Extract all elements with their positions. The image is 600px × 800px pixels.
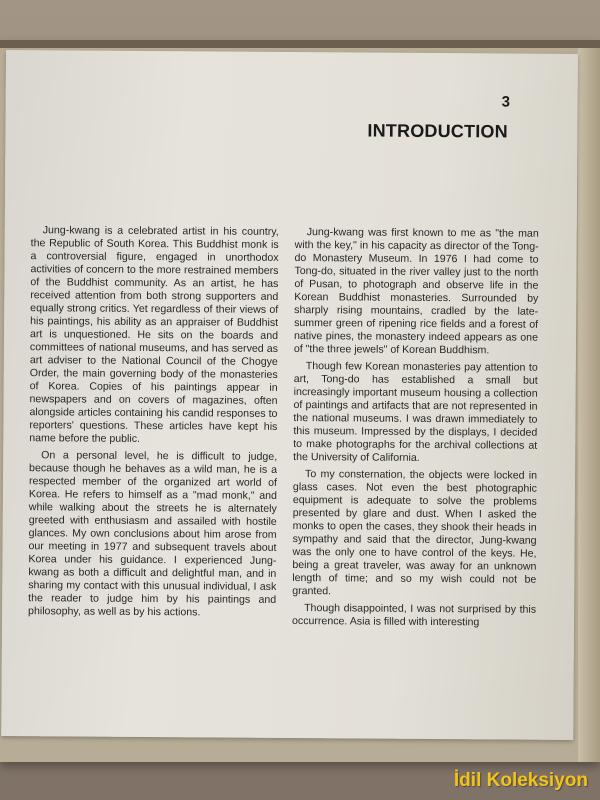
watermark: İdil Koleksiyon <box>453 770 588 791</box>
paragraph: Jung-kwang was first known to me as "the man with the key," in his capacity as director of the Tong-do Monastery Museum. In 1976 I had come to Tong-do, situated in the river valley just to the north of Pusan, to photograph and observe life in the Korean Buddhist monasteries. Surrounded by sharply rising mountains, cradled by the late-summer green of ripening rice fields and a forest of native pines, the monastery indeed appears as one of "the three jewels" of Korean Buddhism. <box>293 226 539 357</box>
left-text-column <box>28 224 279 620</box>
paragraph: To my consternation, the objects were locked in glass cases. Not even the best photographic equipment is adequate to solve the problems presented by glare and dust. When I asked the monks to open the cases, they shook their heads in sympathy and said that the director, Jung-kwang was the only one to have control of the keys. He, being a great traveler, was away for an unknown length of time; and so my wish could not be granted. <box>292 468 538 598</box>
book-top-edge <box>0 40 600 48</box>
book-page <box>1 50 578 740</box>
paragraph: Jung-kwang is a celebrated artist in his country, the Republic of South Korea. This Buddhist monk is a controversial figure, engaged in unorthodox activities of concern to the more restrained members of the Buddhist community. As an artist, he has received attention from both strong supporters and equally strong critics. Yet regardless of their views of his paintings, his ability as an appraiser of Buddhist art is unquestioned. He sits on the boards and committees of national museums, and has served as art adviser to the National Council of the Chogye Order, the main governing body of the monasteries of Korea. Copies of his paintings appear in newspapers and on covers of magazines, often alongside articles containing his candid responses to reporters' questions. These articles have kept his name before the public. <box>29 224 279 445</box>
right-text-column <box>292 226 539 630</box>
page-number: 3 <box>501 93 511 111</box>
paragraph: On a personal level, he is difficult to judge, because though he behaves as a wild man, he is a respected member of the organized art world of Korea. He refers to himself as a "mad monk," and while walking about the streets he is alternately greeted with enthusiasm and assailed with hostile glances. My own conclusions about him arose from our meeting in 1977 and subsequent travels about Korea under his guidance. I experienced Jung-kwang as both a difficult and delightful man, and in sharing my contact with this unusual individual, I ask the reader to judge him by his paintings and philosophy, as well as by his actions. <box>28 449 278 619</box>
chapter-title: INTRODUCTION <box>367 120 508 142</box>
book-board-edge <box>578 42 600 762</box>
paragraph: Though few Korean monasteries pay attention to art, Tong-do has established a small but increasingly important museum housing a collection of paintings and artifacts that are not represented in the national museums. I was drawn immediately to this museum. Impressed by the displays, I decided to make photographs for the archival collections at the University of California. <box>293 360 538 464</box>
paragraph: Though disappointed, I was not surprised by this occurrence. Asia is filled with interesting <box>291 602 537 629</box>
